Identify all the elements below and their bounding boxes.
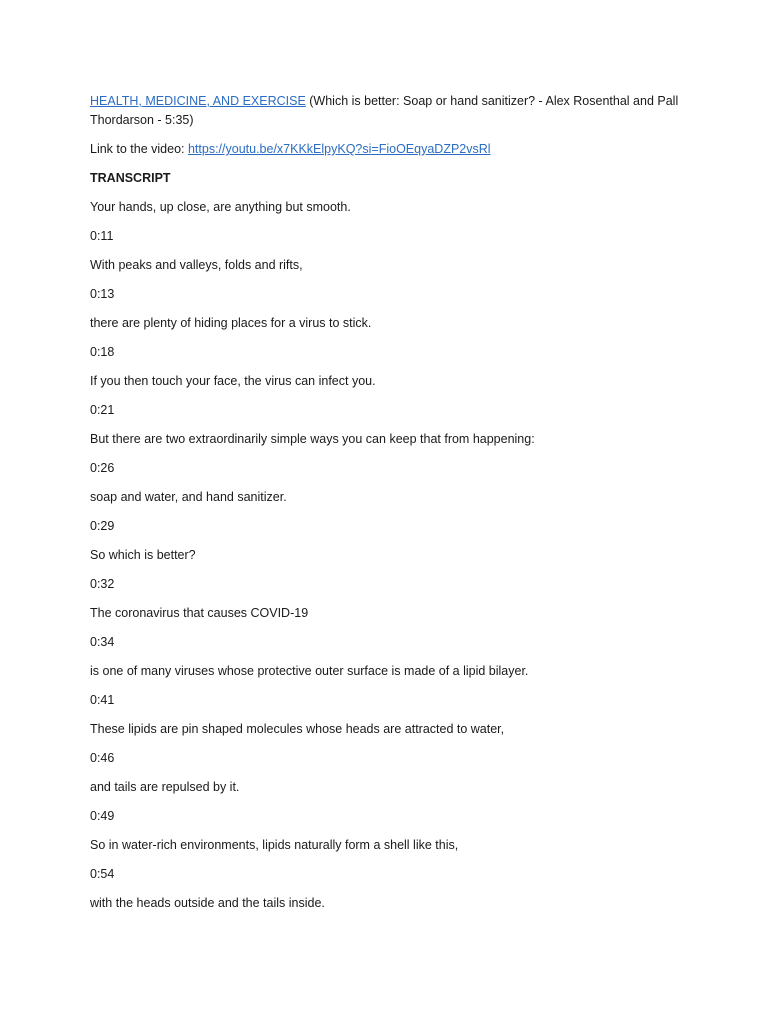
transcript-heading: TRANSCRIPT: [90, 171, 171, 185]
transcript-line: and tails are repulsed by it.: [90, 780, 240, 794]
transcript-line: is one of many viruses whose protective outer surface is made of a lipid bilayer.: [90, 664, 529, 678]
category-link[interactable]: HEALTH, MEDICINE, AND EXERCISE: [90, 94, 306, 108]
transcript-line: But there are two extraordinarily simple ways you can keep that from happening:: [90, 432, 535, 446]
transcript-line: Your hands, up close, are anything but smooth.: [90, 200, 351, 214]
timestamp: 0:18: [90, 345, 115, 359]
timestamp: 0:54: [90, 867, 115, 881]
transcript-line: These lipids are pin shaped molecules whose heads are attracted to water,: [90, 722, 505, 736]
video-title: (Which is better: Soap or hand sanitizer? - Alex Rosenthal and Pall Thordarson - 5:35): [90, 94, 679, 127]
transcript-line: The coronavirus that causes COVID-19: [90, 606, 309, 620]
transcript-line: So which is better?: [90, 548, 196, 562]
transcript-line: So in water-rich environments, lipids naturally form a shell like this,: [90, 838, 459, 852]
timestamp: 0:21: [90, 403, 115, 417]
timestamp: 0:41: [90, 693, 115, 707]
timestamp: 0:11: [90, 229, 114, 243]
transcript-line: with the heads outside and the tails inside.: [90, 896, 325, 910]
transcript-line: there are plenty of hiding places for a virus to stick.: [90, 316, 372, 330]
document-header: [90, 92, 690, 130]
timestamp: 0:34: [90, 635, 115, 649]
timestamp: 0:13: [90, 287, 115, 301]
timestamp: 0:46: [90, 751, 115, 765]
video-link-label: Link to the video:: [90, 142, 188, 156]
transcript-line: soap and water, and hand sanitizer.: [90, 490, 287, 504]
timestamp: 0:26: [90, 461, 115, 475]
video-link-line: [90, 140, 690, 169]
transcript-body: [90, 198, 690, 923]
timestamp: 0:29: [90, 519, 115, 533]
timestamp: 0:32: [90, 577, 115, 591]
video-url-link[interactable]: https://youtu.be/x7KKkElpyKQ?si=FioOEqyaDZP2vsRl: [187, 142, 491, 156]
transcript-line: If you then touch your face, the virus can infect you.: [90, 374, 376, 388]
document-page: [90, 92, 690, 923]
transcript-line: With peaks and valleys, folds and rifts,: [90, 258, 303, 272]
timestamp: 0:49: [90, 809, 115, 823]
